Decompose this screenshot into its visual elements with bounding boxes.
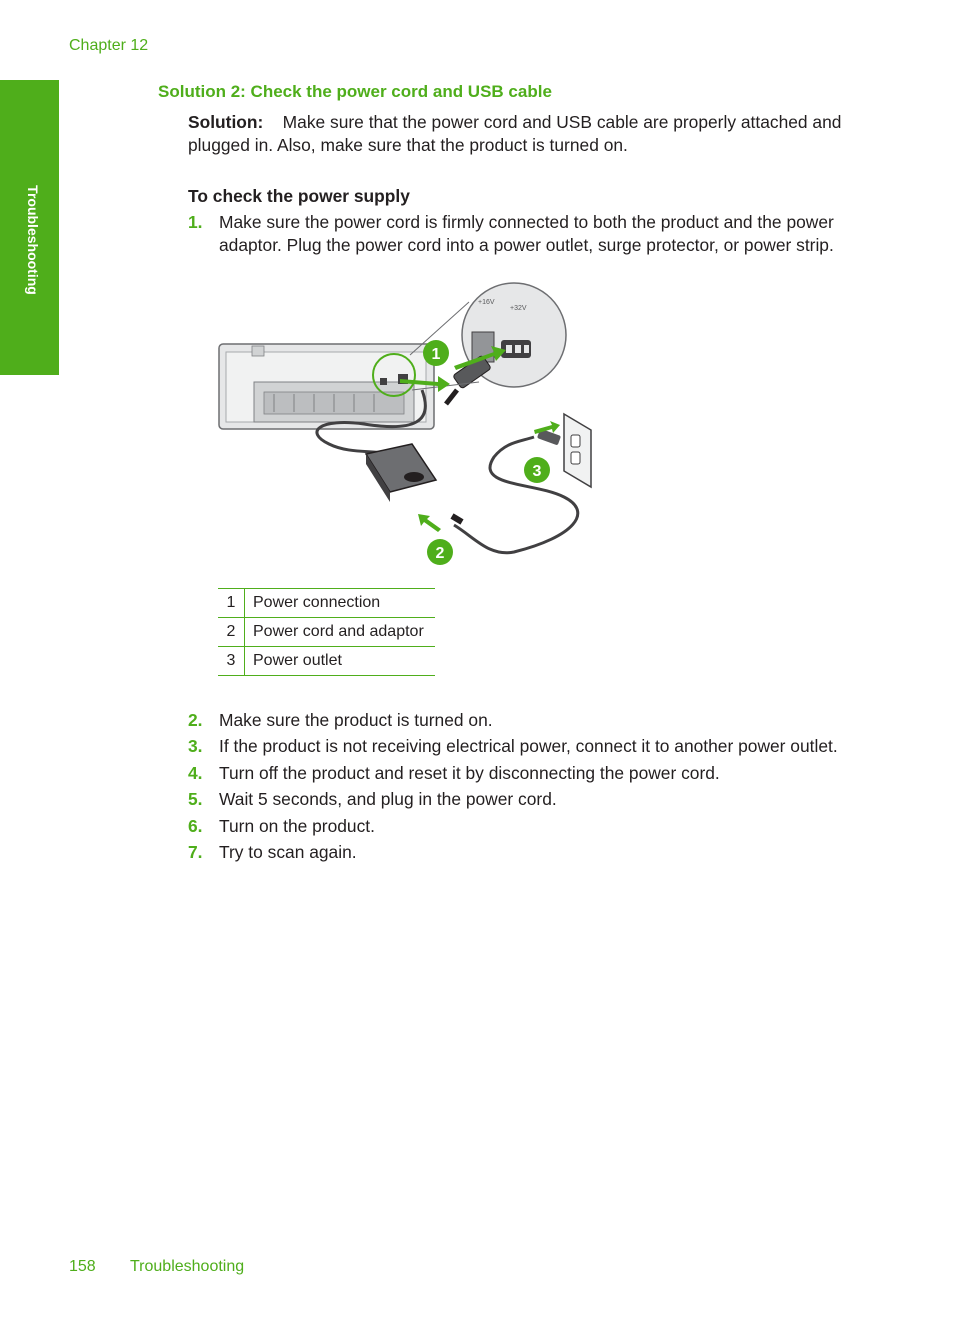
procedure-heading: To check the power supply bbox=[188, 186, 410, 206]
step-1 bbox=[188, 211, 878, 257]
step-text: Turn off the product and reset it by disconnecting the power cord. bbox=[219, 763, 720, 783]
svg-text:3: 3 bbox=[532, 463, 542, 480]
svg-text:1: 1 bbox=[431, 346, 441, 363]
callout-1-icon bbox=[423, 340, 449, 366]
step-7 bbox=[188, 841, 878, 864]
legend-number: 3 bbox=[218, 647, 245, 676]
step-number: 4. bbox=[188, 763, 203, 783]
step-4 bbox=[188, 762, 878, 785]
step-text: Turn on the product. bbox=[219, 816, 375, 836]
step-number: 6. bbox=[188, 816, 203, 836]
step-text: Make sure the product is turned on. bbox=[219, 710, 493, 730]
legend-number: 1 bbox=[218, 589, 245, 618]
solution-text-line2: plugged in. Also, make sure that the product is turned on. bbox=[188, 135, 628, 155]
power-port-zoom-icon bbox=[446, 283, 566, 404]
side-tab bbox=[0, 80, 59, 375]
legend-label: Power outlet bbox=[245, 647, 436, 676]
footer-section-title: Troubleshooting bbox=[130, 1258, 245, 1275]
svg-text:2: 2 bbox=[435, 545, 445, 562]
solution-label: Solution: bbox=[188, 112, 264, 132]
table-row bbox=[218, 647, 435, 676]
page-number: 158 bbox=[69, 1258, 96, 1275]
power-connection-illustration bbox=[214, 282, 599, 572]
table-row bbox=[218, 589, 435, 618]
printer-rear-icon bbox=[219, 344, 434, 429]
step-text: Try to scan again. bbox=[219, 842, 357, 862]
solution-heading: Solution 2: Check the power cord and USB cable bbox=[158, 82, 552, 101]
step-6 bbox=[188, 815, 878, 838]
port-label-16v: +16V bbox=[478, 299, 495, 306]
step-3 bbox=[188, 735, 878, 758]
step-text: Wait 5 seconds, and plug in the power cord. bbox=[219, 789, 557, 809]
legend-label: Power cord and adaptor bbox=[245, 618, 436, 647]
chapter-label: Chapter 12 bbox=[69, 37, 149, 54]
callout-3-icon bbox=[524, 457, 550, 483]
figure-legend-table bbox=[218, 588, 435, 676]
legend-number: 2 bbox=[218, 618, 245, 647]
step-5 bbox=[188, 788, 878, 811]
step-number: 1. bbox=[188, 212, 203, 232]
side-tab-label: Troubleshooting bbox=[25, 185, 41, 295]
power-adaptor-icon bbox=[366, 444, 436, 502]
callout-2-icon bbox=[427, 539, 453, 565]
table-row bbox=[218, 618, 435, 647]
step-text: If the product is not receiving electrical power, connect it to another power outlet. bbox=[219, 736, 838, 756]
step-2 bbox=[188, 709, 878, 732]
step-number: 5. bbox=[188, 789, 203, 809]
step-number: 2. bbox=[188, 710, 203, 730]
step-number: 3. bbox=[188, 736, 203, 756]
solution-text-line1: Make sure that the power cord and USB cable are properly attached and bbox=[282, 112, 842, 132]
port-label-32v: +32V bbox=[510, 305, 527, 312]
step-text-line1: Make sure the power cord is firmly connected to both the product and the power bbox=[219, 212, 834, 232]
solution-paragraph bbox=[188, 111, 878, 157]
step-text-line2: adaptor. Plug the power cord into a power outlet, surge protector, or power strip. bbox=[219, 235, 834, 255]
legend-label: Power connection bbox=[245, 589, 436, 618]
step-text bbox=[219, 211, 878, 257]
step-number: 7. bbox=[188, 842, 203, 862]
